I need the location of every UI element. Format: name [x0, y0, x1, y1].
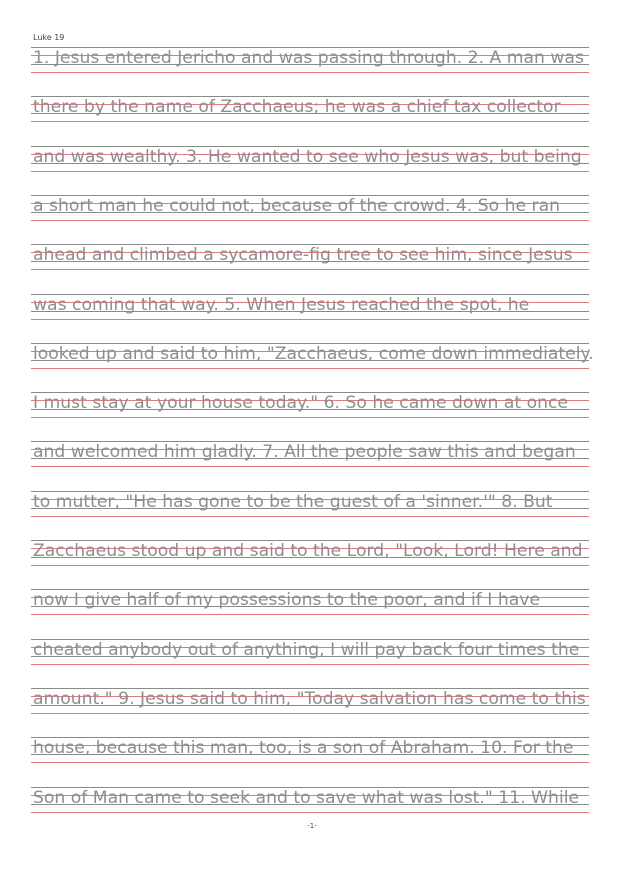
writing-row	[31, 589, 589, 615]
descender-guide	[31, 72, 589, 73]
descender-guide	[31, 269, 589, 270]
tracing-text-line: looked up and said to him, "Zacchaeus, come down immediately.	[33, 343, 594, 364]
writing-row	[31, 639, 589, 665]
tracing-text-line: now I give half of my possessions to the poor, and if I have	[33, 590, 541, 611]
tracing-text-line: amount." 9. Jesus said to him, "Today salvation has come to this	[33, 688, 586, 709]
descender-guide	[31, 664, 589, 665]
writing-row	[31, 737, 589, 763]
descender-guide	[31, 516, 589, 517]
tracing-text-line: Son of Man came to seek and to save what was lost." 11. While	[33, 787, 580, 808]
tracing-text-line: 1. Jesus entered Jericho and was passing through. 2. A man was	[33, 48, 584, 68]
writing-row	[31, 491, 589, 517]
writing-row	[31, 96, 589, 122]
writing-row	[31, 294, 589, 320]
tracing-text-line: Zacchaeus stood up and said to the Lord, "Look, Lord! Here and	[33, 541, 583, 561]
descender-guide	[31, 565, 589, 566]
descender-guide	[31, 319, 589, 320]
descender-guide	[31, 614, 589, 615]
descender-guide	[31, 368, 589, 369]
page-header: Luke 19	[33, 33, 65, 42]
descender-guide	[31, 812, 589, 813]
page-number: -1-	[307, 822, 317, 830]
descender-guide	[31, 171, 589, 172]
writing-row	[31, 195, 589, 221]
writing-row	[31, 47, 589, 73]
tracing-text-line: and was wealthy. 3. He wanted to see who Jesus was, but being	[33, 146, 582, 167]
descender-guide	[31, 762, 589, 763]
writing-row	[31, 244, 589, 270]
descender-guide	[31, 713, 589, 714]
tracing-text-line: house, because this man, too, is a son of Abraham. 10. For the	[33, 738, 574, 759]
tracing-text-line: was coming that way. 5. When Jesus reached the spot, he	[33, 294, 530, 315]
writing-row	[31, 688, 589, 714]
writing-row	[31, 787, 589, 813]
writing-row	[31, 392, 589, 418]
descender-guide	[31, 220, 589, 221]
descender-guide	[31, 417, 589, 418]
tracing-text-line: ahead and climbed a sycamore-fig tree to see him, since Jesus	[33, 245, 573, 266]
writing-row	[31, 441, 589, 467]
writing-row	[31, 146, 589, 172]
tracing-text-line: and welcomed him gladly. 7. All the people saw this and began	[33, 442, 576, 463]
tracing-text-line: to mutter, "He has gone to be the guest of a 'sinner.'" 8. But	[33, 491, 553, 512]
tracing-text-line: I must stay at your house today." 6. So he came down at once	[33, 393, 569, 414]
tracing-text-line: a short man he could not, because of the crowd. 4. So he ran	[33, 195, 561, 216]
descender-guide	[31, 121, 589, 122]
tracing-text-line: cheated anybody out of anything, I will pay back four times the	[33, 639, 580, 660]
descender-guide	[31, 466, 589, 467]
writing-row	[31, 343, 594, 369]
writing-row	[31, 540, 589, 566]
tracing-text-line: there by the name of Zacchaeus; he was a chief tax collector	[33, 97, 561, 118]
